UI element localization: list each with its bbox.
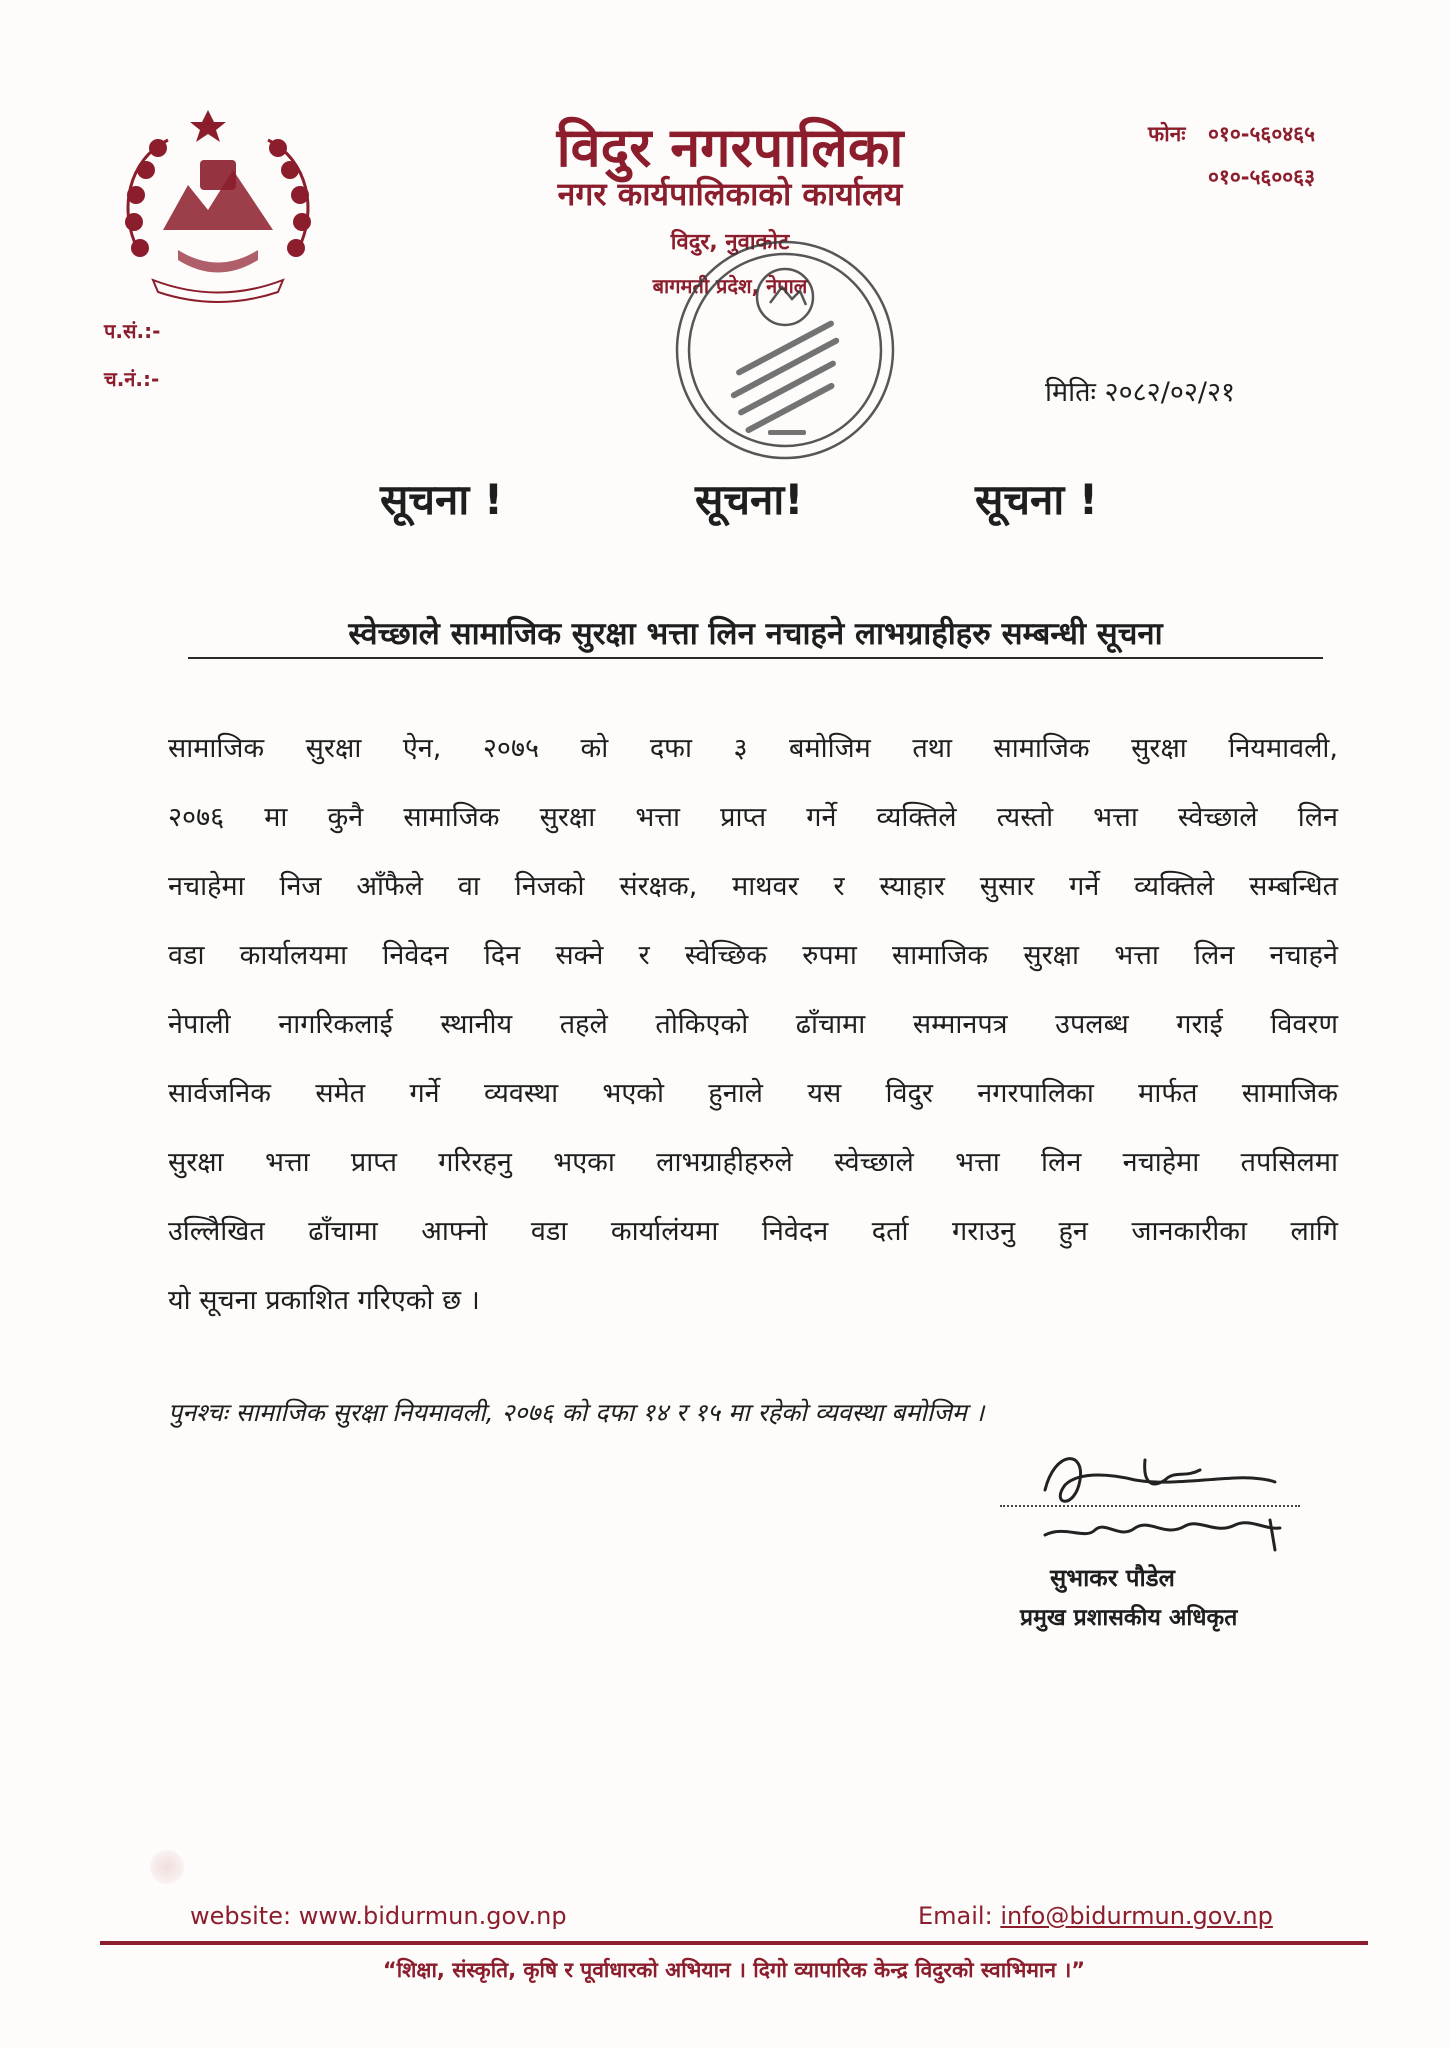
signer-name: सुभाकर पौडेल xyxy=(1050,1564,1175,1592)
handwritten-signature-icon xyxy=(1025,1440,1325,1580)
nepal-government-emblem-icon xyxy=(108,100,328,310)
notice-heading-2: सूचना! xyxy=(695,475,804,524)
phone-label: फोनः xyxy=(1148,122,1186,146)
body-line: सार्वजनिक समेत गर्ने व्यवस्था भएको हुनाले यस विदुर नगरपालिका मार्फत सामाजिक xyxy=(168,1078,1338,1109)
office-address-line2: बागमती प्रदेश, नेपाल xyxy=(652,274,808,298)
notice-heading-3: सूचना ! xyxy=(975,475,1099,524)
body-line: यो सूचना प्रकाशित गरिएको छ । xyxy=(168,1285,480,1316)
email-label: Email: xyxy=(918,1902,1001,1930)
body-line: नचाहेमा निज आँफैले वा निजको संरक्षक, माथवर र स्याहार सुसार गर्ने व्यक्तिले सम्बन्धित xyxy=(168,871,1338,902)
signer-title: प्रमुख प्रशासकीय अधिकृत xyxy=(1020,1605,1238,1631)
reference-number: प.सं.:- xyxy=(104,319,161,343)
office-address-line1: विदुर, नुवाकोट xyxy=(670,230,790,255)
office-subtitle: नगर कार्यपालिकाको कार्यालय xyxy=(557,175,903,213)
notice-heading-1: सूचना ! xyxy=(380,475,504,524)
office-title: विदुर नगरपालिका xyxy=(556,116,904,179)
body-line: सुरक्षा भत्ता प्राप्त गरिरहनु भएका लाभग्राहीहरुले स्वेच्छाले भत्ता लिन नचाहेमा तपसिलमा xyxy=(168,1147,1338,1178)
footer-divider xyxy=(100,1941,1368,1945)
dispatch-number: च.नं.:- xyxy=(104,367,160,391)
issue-date: मितिः २०८२/०२/२१ xyxy=(1045,377,1236,408)
body-line: नेपाली नागरिकलाई स्थानीय तहले तोकिएको ढाँचामा सम्मानपत्र उपलब्ध गराई विवरण xyxy=(168,1009,1338,1040)
body-line: उल्लिेखित ढाँचामा आफ्नो वडा कार्यालंयमा निवेदन दर्ता गराउनु हुन जानकारीका लागि xyxy=(168,1216,1338,1247)
body-line: २०७६ मा कुनै सामाजिक सुरक्षा भत्ता प्राप्त गर्ने व्यक्तिले त्यस्तो भत्ता स्वेच्छाले लिन xyxy=(168,802,1338,833)
footnote: पुनश्चः सामाजिक सुरक्षा नियमावली, २०७६ को दफा १४ र १५ मा रहेको व्यवस्था बमोजिम । xyxy=(168,1398,985,1427)
phone-number-2: ०१०-५६००६३ xyxy=(1208,165,1315,189)
notice-subject: स्वेच्छाले सामाजिक सुरक्षा भत्ता लिन नचाहने लाभग्राहीहरु सम्बन्धी सूचना xyxy=(348,616,1163,652)
subject-underline xyxy=(188,657,1323,659)
website-link[interactable]: website: www.bidurmun.gov.np xyxy=(190,1902,567,1930)
phone-number-1: ०१०-५६०४६५ xyxy=(1208,122,1315,146)
email-link[interactable]: info@bidurmun.gov.np xyxy=(1000,1902,1273,1930)
body-line: सामाजिक सुरक्षा ऐन, २०७५ को दफा ३ बमोजिम तथा सामाजिक सुरक्षा नियमावली, xyxy=(168,733,1338,764)
body-line: वडा कार्यालयमा निवेदन दिन सक्ने र स्वेच्छिक रुपमा सामाजिक सुरक्षा भत्ता लिन नचाहने xyxy=(168,940,1338,971)
footer-motto: “शिक्षा, संस्कृति, कृषि र पूर्वाधारको अभियान । दिगो व्यापारिक केन्द्र विदुरको स्वाभिमान ।” xyxy=(382,1958,1086,1982)
signature-line xyxy=(1000,1505,1300,1507)
email-contact xyxy=(918,1902,1273,1930)
office-seal-stamp-icon xyxy=(660,225,910,475)
paper-blot xyxy=(150,1850,184,1884)
